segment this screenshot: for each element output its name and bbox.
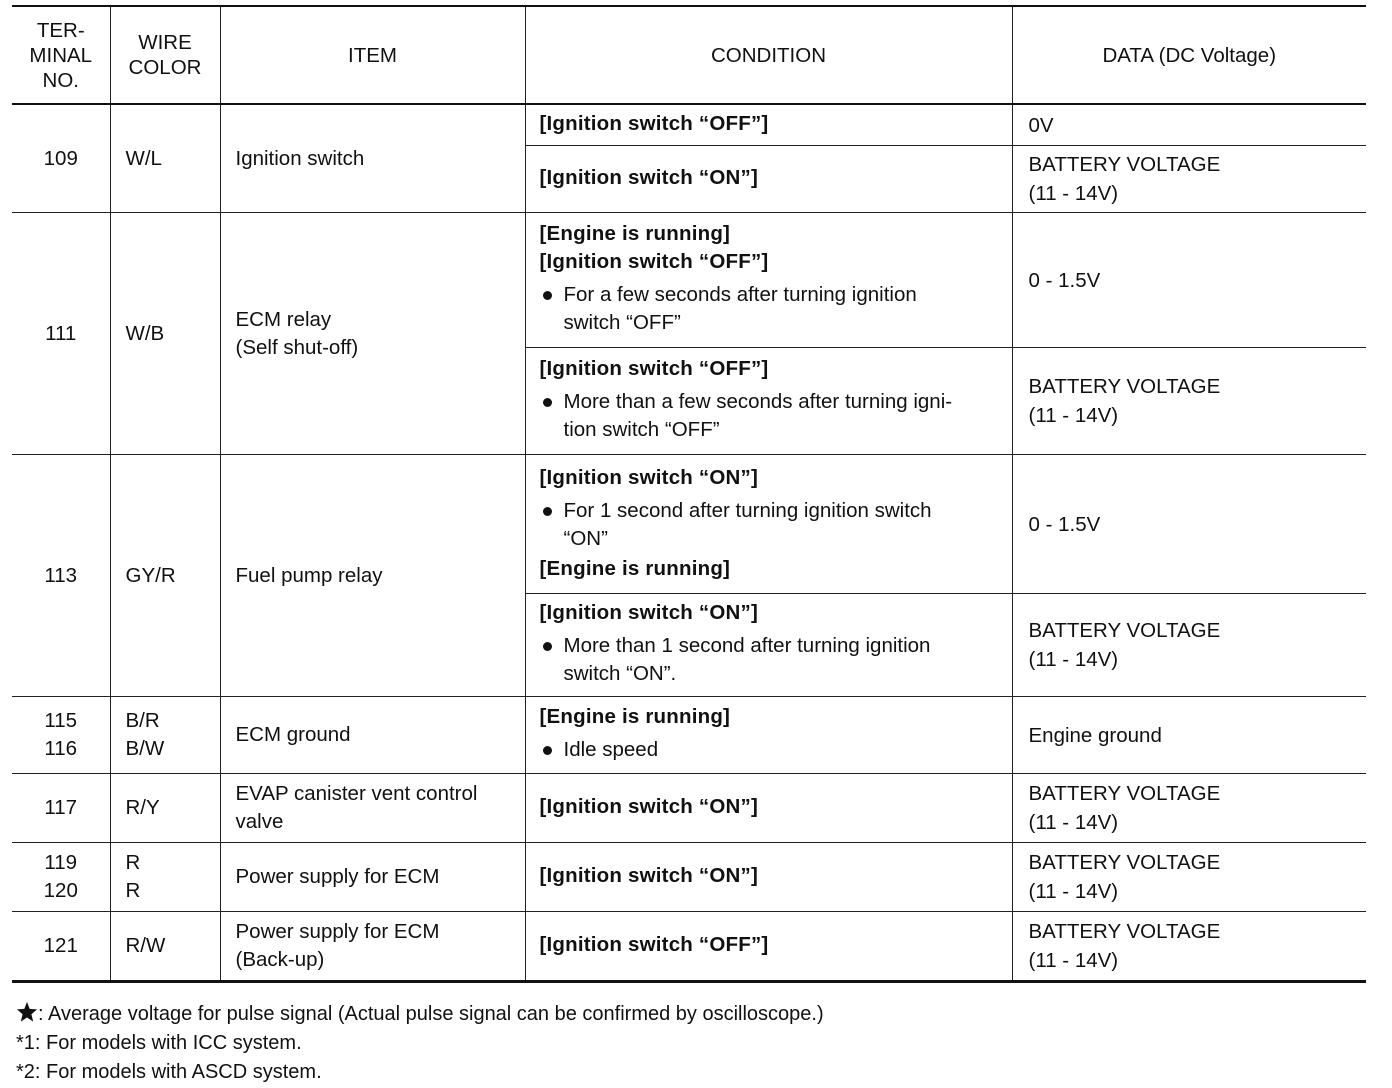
header-condition: CONDITION <box>525 6 1012 104</box>
data-cell: 0 - 1.5V <box>1012 455 1366 594</box>
data-line: (11 - 14V) <box>1028 949 1119 972</box>
header-wire-line2: COLOR <box>128 56 202 79</box>
condition-heading: [Engine is running] <box>539 556 731 580</box>
table-row <box>12 912 1366 982</box>
data-cell <box>1012 843 1366 912</box>
header-wire-line1: WIRE <box>138 31 192 54</box>
data-cell: Engine ground <box>1012 697 1366 774</box>
data-cell: 0V <box>1012 104 1366 146</box>
terminal-line: 116 <box>44 737 78 760</box>
bullet-dot-icon <box>543 291 552 300</box>
header-terminal-line3: NO. <box>42 68 79 92</box>
condition-heading: [Ignition switch “ON”] <box>539 166 758 189</box>
bullet-line: “ON” <box>563 526 608 550</box>
data-line: BATTERY VOLTAGE <box>1028 619 1221 642</box>
bullet-line: Idle speed <box>563 737 659 761</box>
terminal-cell: 113 <box>12 455 110 697</box>
condition-cell <box>525 774 1012 843</box>
condition-heading: [Engine is running] <box>539 704 731 728</box>
table-row <box>12 843 1366 912</box>
data-cell: 0 - 1.5V <box>1012 213 1366 348</box>
condition-cell <box>525 348 1012 455</box>
wire-color-cell <box>110 697 220 774</box>
condition-cell <box>525 843 1012 912</box>
terminal-cell: 111 <box>12 213 110 455</box>
table-row <box>12 104 1366 146</box>
bullet-dot-icon <box>543 398 552 407</box>
item-cell <box>220 774 525 843</box>
condition-cell <box>525 455 1012 594</box>
data-line: (11 - 14V) <box>1028 648 1119 671</box>
footnote-2: *2: For models with ASCD system. <box>16 1061 322 1083</box>
data-line: BATTERY VOLTAGE <box>1028 153 1221 176</box>
condition-heading: [Ignition switch “OFF”] <box>539 112 769 135</box>
data-line: BATTERY VOLTAGE <box>1028 851 1221 874</box>
item-line: valve <box>235 810 284 833</box>
header-terminal-no <box>12 6 110 104</box>
bullet-dot-icon <box>543 642 552 651</box>
condition-heading: [Ignition switch “ON”] <box>539 795 758 818</box>
condition-heading: [Ignition switch “OFF”] <box>539 933 769 956</box>
bullet-line: tion switch “OFF” <box>563 417 720 441</box>
terminal-cell <box>12 843 110 912</box>
condition-heading: [Ignition switch “OFF”] <box>539 356 769 380</box>
wire-line: R <box>125 851 141 874</box>
condition-cell <box>525 697 1012 774</box>
table-row <box>12 213 1366 348</box>
wire-color-cell: R/Y <box>110 774 220 843</box>
footnote-star <box>16 1000 824 1029</box>
bullet-line: For 1 second after turning ignition switch <box>563 498 932 522</box>
terminal-cell <box>12 697 110 774</box>
data-line: BATTERY VOLTAGE <box>1028 920 1221 943</box>
header-terminal-line2: MINAL <box>29 43 93 67</box>
header-wire-color <box>110 6 220 104</box>
condition-heading: [Ignition switch “ON”] <box>539 600 758 624</box>
bullet-line: For a few seconds after turning ignition <box>563 282 917 306</box>
header-terminal-line1: TER- <box>36 18 85 42</box>
condition-bullet <box>540 281 1000 337</box>
item-cell: Ignition switch <box>220 104 525 213</box>
terminal-cell: 117 <box>12 774 110 843</box>
item-line: (Self shut-off) <box>235 335 359 359</box>
data-line: (11 - 14V) <box>1028 404 1119 427</box>
data-cell <box>1012 146 1366 213</box>
condition-heading: [Ignition switch “ON”] <box>539 465 758 489</box>
wire-color-cell: GY/R <box>110 455 220 697</box>
black-star-icon <box>16 1001 38 1023</box>
footnote-star-text: : Average voltage for pulse signal (Actual pulse signal can be confirmed by oscilloscope.) <box>38 1003 824 1025</box>
bullet-line: More than a few seconds after turning igni- <box>563 389 953 413</box>
condition-cell <box>525 213 1012 348</box>
bullet-line: More than 1 second after turning ignition <box>563 633 931 657</box>
condition-cell <box>525 104 1012 146</box>
data-cell <box>1012 348 1366 455</box>
item-cell: ECM ground <box>220 697 525 774</box>
wire-line: B/W <box>125 737 165 760</box>
data-line: (11 - 14V) <box>1028 182 1119 205</box>
item-line: ECM relay <box>235 307 332 331</box>
condition-cell <box>525 146 1012 213</box>
terminal-line: 119 <box>44 851 78 874</box>
ecm-terminal-table <box>12 5 1366 983</box>
condition-bullet <box>540 736 1000 764</box>
table-row <box>12 774 1366 843</box>
table-row <box>12 697 1366 774</box>
condition-heading: [Ignition switch “ON”] <box>539 864 758 887</box>
terminal-cell: 121 <box>12 912 110 982</box>
bullet-line: switch “ON”. <box>563 661 677 685</box>
condition-bullet <box>540 497 1000 553</box>
condition-bullet <box>540 632 1000 688</box>
item-cell: Fuel pump relay <box>220 455 525 697</box>
table-header-row <box>12 6 1366 104</box>
condition-cell <box>525 594 1012 697</box>
header-data: DATA (DC Voltage) <box>1012 6 1366 104</box>
wire-color-cell: W/B <box>110 213 220 455</box>
data-line: BATTERY VOLTAGE <box>1028 375 1221 398</box>
data-cell <box>1012 774 1366 843</box>
terminal-line: 120 <box>43 879 78 902</box>
data-line: (11 - 14V) <box>1028 811 1119 834</box>
condition-bullet <box>540 388 1000 444</box>
footnotes <box>16 1000 824 1087</box>
data-cell <box>1012 912 1366 982</box>
data-line: (11 - 14V) <box>1028 880 1119 903</box>
item-cell <box>220 912 525 982</box>
data-cell <box>1012 594 1366 697</box>
terminal-cell: 109 <box>12 104 110 213</box>
wire-color-cell <box>110 843 220 912</box>
footnote-1: *1: For models with ICC system. <box>16 1032 302 1054</box>
item-cell: Power supply for ECM <box>220 843 525 912</box>
wire-line: R <box>125 879 141 902</box>
data-line: BATTERY VOLTAGE <box>1028 782 1221 805</box>
wire-line: B/R <box>125 709 160 732</box>
table-row <box>12 455 1366 594</box>
wire-color-cell: R/W <box>110 912 220 982</box>
item-cell <box>220 213 525 455</box>
item-line: Power supply for ECM <box>235 920 440 943</box>
bullet-dot-icon <box>543 746 552 755</box>
condition-heading: [Ignition switch “OFF”] <box>539 249 769 273</box>
wire-color-cell: W/L <box>110 104 220 213</box>
bullet-dot-icon <box>543 507 552 516</box>
item-line: EVAP canister vent control <box>235 782 478 805</box>
header-item: ITEM <box>220 6 525 104</box>
condition-cell <box>525 912 1012 982</box>
item-line: (Back-up) <box>235 948 325 971</box>
bullet-line: switch “OFF” <box>563 310 681 334</box>
condition-heading: [Engine is running] <box>539 221 731 245</box>
terminal-line: 115 <box>44 709 78 732</box>
